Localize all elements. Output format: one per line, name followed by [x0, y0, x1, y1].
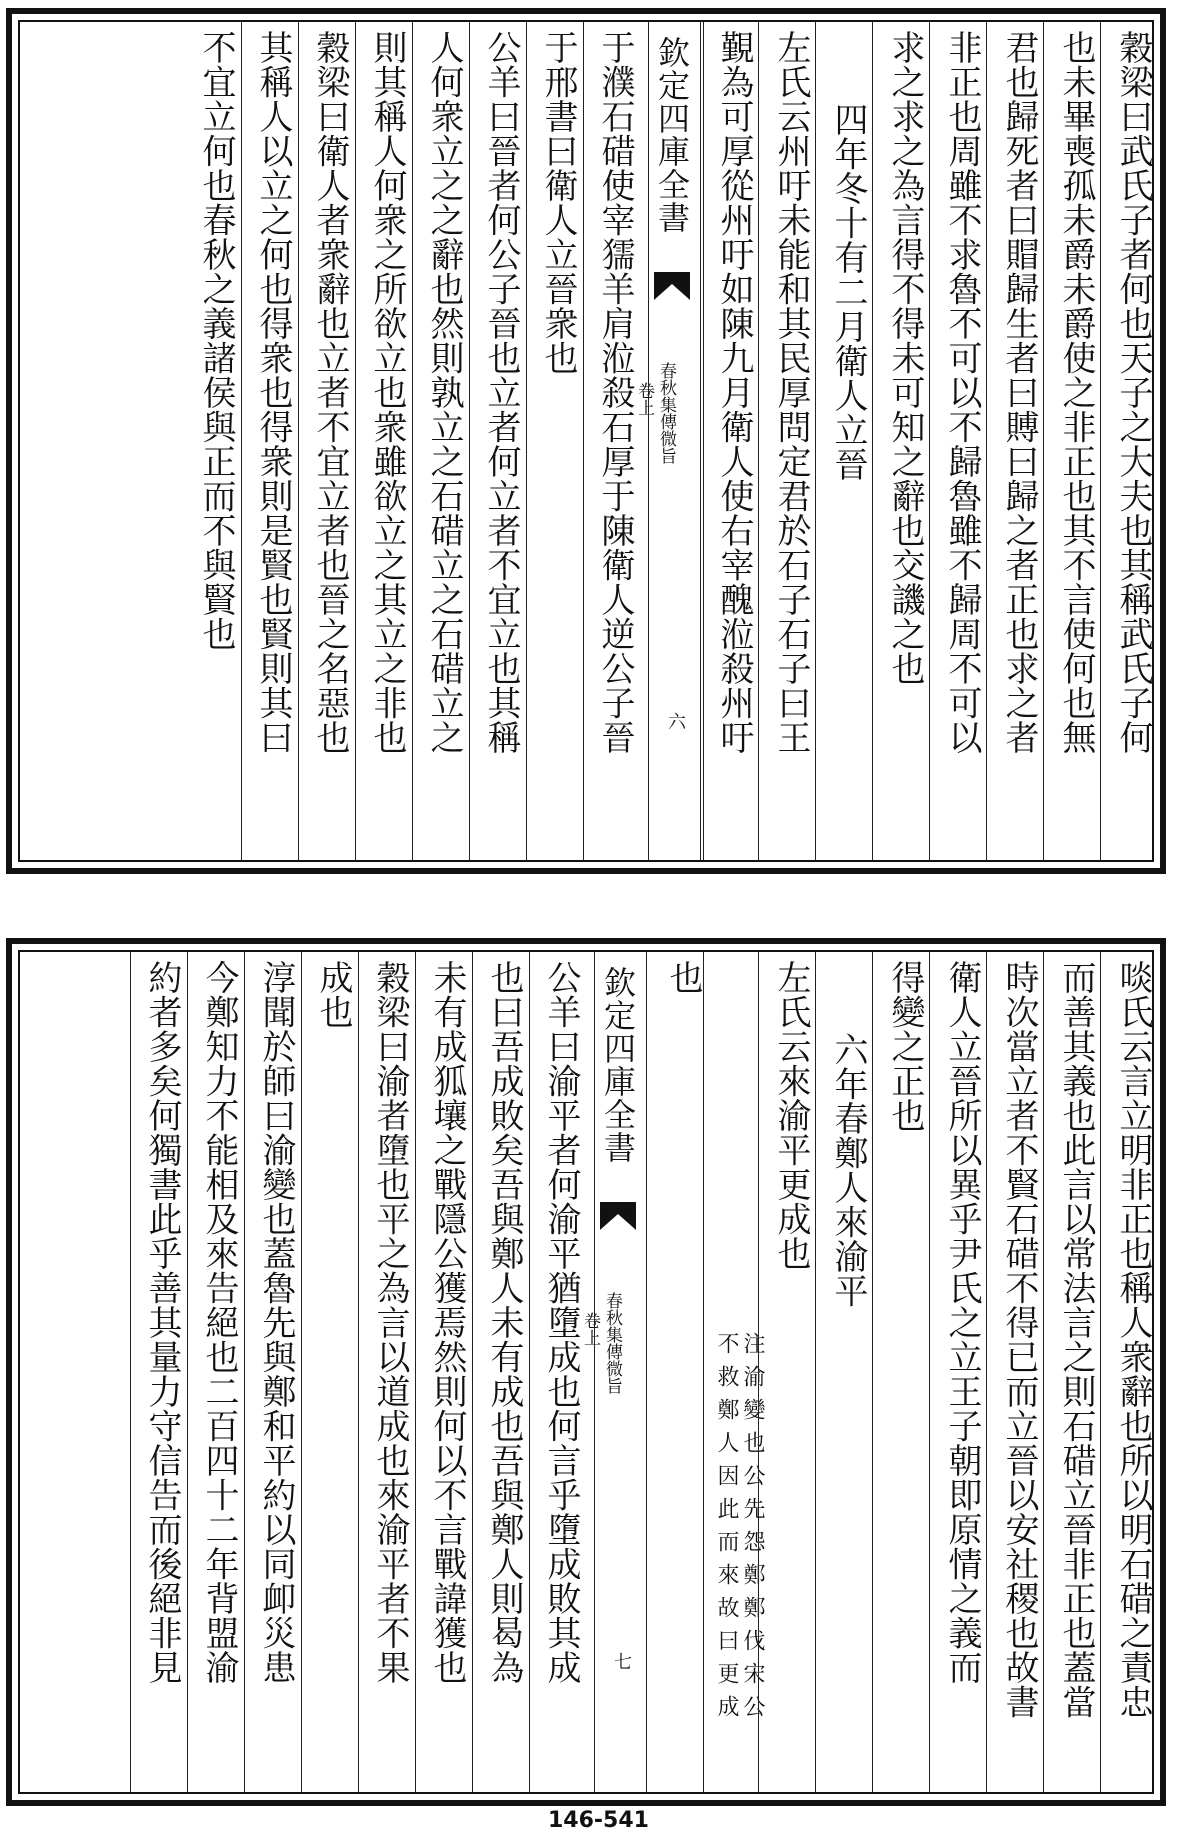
text-column: 而善其義也此言以常法言之則石碏立晉非正也蓋當: [1056, 960, 1096, 1719]
column-rule: [1100, 22, 1101, 860]
running-title: [656, 362, 676, 464]
column-rule: [703, 952, 704, 1792]
text-column: 君也歸死者曰賵歸生者曰賻曰歸之者正也求之者: [999, 30, 1039, 755]
text-column: 也未畢喪孤未爵未爵使之非正也其不言使何也無: [1056, 30, 1096, 755]
column-rule: [700, 22, 701, 860]
page-six: [6, 8, 1166, 874]
text-column: 成也: [313, 960, 353, 1029]
catalog-number: 146-541: [548, 1808, 649, 1833]
column-rule: [929, 952, 930, 1792]
juan-label: 卷上: [580, 1312, 600, 1346]
column-rule: [1100, 952, 1101, 1792]
text-column: 其稱人以立之何也得衆也得衆則是賢也賢則其曰: [253, 30, 293, 755]
column-rule: [646, 952, 647, 1792]
column-rule: [986, 22, 987, 860]
text-column: 今鄭知力不能相及來告絕也二百四十二年背盟渝: [199, 960, 239, 1685]
column-rule: [986, 952, 987, 1792]
column-rule: [298, 22, 299, 860]
text-column: 也曰吾成敗矣吾與鄭人未有成也吾與鄭人則曷為: [484, 960, 524, 1685]
column-rule: [815, 22, 816, 860]
column-rule: [758, 22, 759, 860]
column-rule: [594, 952, 595, 1792]
text-column: 覲為可厚從州吁如陳九月衛人使右宰醜涖殺州吁: [714, 30, 754, 755]
column-rule: [529, 952, 530, 1792]
text-column: 穀梁曰渝者墮也平之為言以道成也來渝平者不果: [370, 960, 410, 1685]
text-column: 淳聞於師曰渝變也蓋魯先與鄭和平約以同卹災患: [256, 960, 296, 1685]
text-column: 不宜立何也春秋之義諸侯與正而不與賢也: [196, 30, 236, 651]
text-column: 左氏云來渝平更成也: [771, 960, 811, 1271]
column-rule: [1043, 22, 1044, 860]
text-column: 左氏云州吁未能和其民厚問定君於石子石子曰王: [771, 30, 811, 755]
column-rule: [241, 22, 242, 860]
text-column: 時次當立者不賢石碏不得已而立晉以安社稷也故書: [999, 960, 1039, 1719]
column-rule: [583, 22, 584, 860]
center-fold: [580, 952, 646, 1792]
running-title: 春秋集傳微旨: [602, 1292, 622, 1394]
column-rule: [929, 22, 930, 860]
heading-column: 四年冬十有二月衛人立晉: [828, 102, 868, 482]
text-column: 公羊曰渝平者何渝平猶墮成也何言乎墮成敗其成: [541, 960, 581, 1685]
text-column: 未有成狐壤之戰隱公獲焉然則何以不言戰諱獲也: [427, 960, 467, 1685]
column-rule: [703, 22, 704, 860]
page-seven: [6, 938, 1166, 1806]
edition-title: 欽定四庫全書: [599, 966, 637, 1164]
annotation-right: 注渝變也公先怨鄭鄭伐宋公: [740, 1332, 765, 1728]
column-rule: [472, 952, 473, 1792]
text-column: 則其稱人何衆之所欲立也衆雖欲立之其立之非也: [367, 30, 407, 755]
column-rule: [526, 22, 527, 860]
text-column: 穀梁曰衛人者衆辭也立者不宜立者也晉之名惡也: [310, 30, 350, 755]
column-rule: [412, 22, 413, 860]
column-rule: [872, 952, 873, 1792]
page-frame: [18, 950, 1154, 1794]
page-number: 六: [665, 712, 686, 730]
text-column: 啖氏云言立明非正也稱人衆辭也所以明石碏之責忠: [1113, 960, 1153, 1719]
annotation-left: 不救鄭人因此而來故曰更成: [714, 1332, 739, 1728]
page-number: 七: [611, 1652, 632, 1670]
page-frame: [18, 20, 1154, 862]
column-rule: [187, 952, 188, 1792]
text-column: 非正也周雖不求魯不可以不歸魯雖不歸周不可以: [942, 30, 982, 755]
text-column: 穀梁曰武氏子者何也天子之大夫也其稱武氏子何: [1113, 30, 1153, 755]
column-rule: [301, 952, 302, 1792]
column-rule: [872, 22, 873, 860]
column-rule: [130, 952, 131, 1792]
fish-tail-mark-icon: [600, 1202, 636, 1230]
running-title-text: 春秋集傳微旨: [656, 362, 676, 464]
text-column: 衛人立晉所以異乎尹氏之立王子朝即原情之義而: [942, 960, 982, 1685]
column-rule: [244, 952, 245, 1792]
text-column: 于濮石碏使宰獳羊肩涖殺石厚于陳衛人逆公子晉: [595, 30, 635, 755]
heading-column: 六年春鄭人來渝平: [828, 1032, 868, 1308]
center-fold: [634, 22, 700, 860]
text-column: 人何衆立之之辭也然則孰立之石碏立之石碏立之: [424, 30, 464, 755]
text-column: 約者多矣何獨書此乎善其量力守信告而後絕非見: [142, 960, 182, 1685]
text-column: 公羊曰晉者何公子晉也立者何立者不宜立也其稱: [481, 30, 521, 755]
edition-title: 欽定四庫全書: [653, 36, 691, 234]
column-rule: [469, 22, 470, 860]
fish-tail-mark-icon: [654, 272, 690, 300]
column-rule: [1043, 952, 1044, 1792]
column-rule: [758, 952, 759, 1792]
column-rule: [815, 952, 816, 1792]
text-column: 得變之正也: [885, 960, 925, 1133]
column-rule: [415, 952, 416, 1792]
text-column: 于邢書曰衛人立晉衆也: [538, 30, 578, 375]
juan-label: 卷上: [634, 382, 654, 416]
column-rule: [648, 22, 649, 860]
column-rule: [355, 22, 356, 860]
text-column: 求之求之為言得不得未可知之辭也交譏之也: [885, 30, 925, 686]
column-rule: [358, 952, 359, 1792]
text-column: 也: [663, 960, 703, 995]
